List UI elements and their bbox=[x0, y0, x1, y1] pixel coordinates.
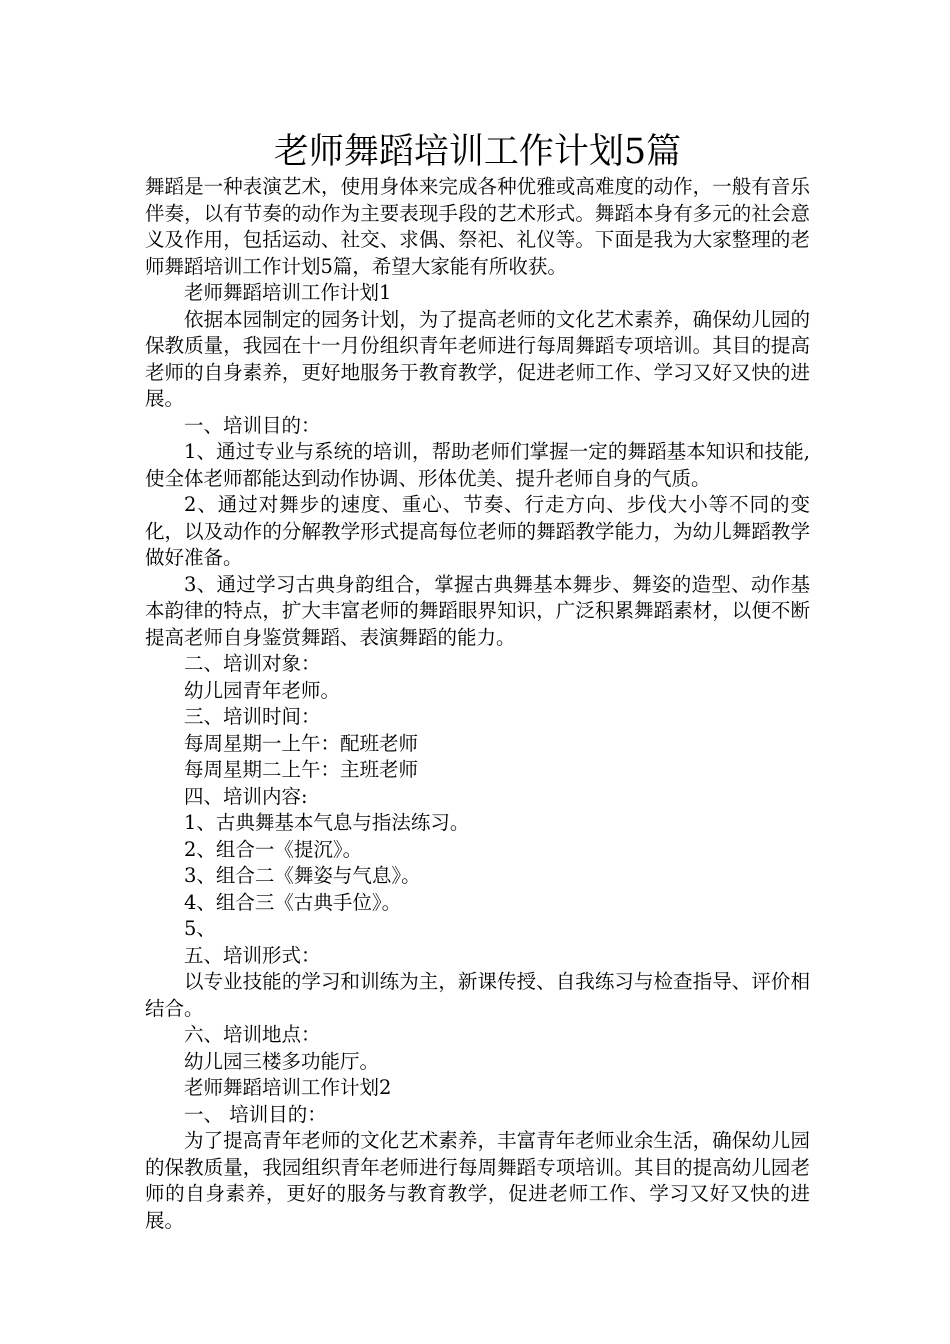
paragraph: 2、组合一《提沉》。 bbox=[184, 837, 363, 861]
paragraph: 为了提高青年老师的文化艺术素养，丰富青年老师业余生活，确保幼儿园的保教质量，我园组织青年老师进行每周舞蹈专项培训。其目的提高幼儿园老师的自身素养，更好的服务与教育教学，促进老师工作、学习又好又快的进展。 bbox=[145, 1129, 810, 1232]
paragraph: 幼儿园三楼多功能厅。 bbox=[184, 1049, 380, 1073]
paragraph: 2、通过对舞步的速度、重心、节奏、行走方向、步伐大小等不同的变化，以及动作的分解教学形式提高每位老师的舞蹈教学能力，为幼儿舞蹈教学做好准备。 bbox=[145, 493, 810, 569]
paragraph: 四、培训内容: bbox=[184, 784, 308, 808]
paragraph: 3、通过学习古典身韵组合，掌握古典舞基本舞步、舞姿的造型、动作基本韵律的特点，扩大丰富老师的舞蹈眼界知识，广泛积累舞蹈素材，以便不断提高老师自身鉴赏舞蹈、表演舞蹈的能力。 bbox=[145, 572, 810, 649]
paragraph: 一、 培训目的： bbox=[184, 1102, 327, 1126]
paragraph: 幼儿园青年老师。 bbox=[184, 678, 341, 702]
paragraph: 1、通过专业与系统的培训，帮助老师们掌握一定的舞蹈基本知识和技能,使全体老师都能达到动作协调、形体优美、提升老师自身的气质。 bbox=[145, 440, 810, 490]
paragraph: 以专业技能的学习和训练为主，新课传授、自我练习与检查指导、评价相结合。 bbox=[145, 970, 810, 1020]
document-body bbox=[145, 174, 810, 1234]
paragraph: 舞蹈是一种表演艺术，使用身体来完成各种优雅或高难度的动作，一般有音乐伴奏，以有节奏的动作为主要表现手段的艺术形式。舞蹈本身有多元的社会意义及作用，包括运动、社交、求偶、祭祀、礼仪等。下面是我为大家整理的老师舞蹈培训工作计划5篇，希望大家能有所收获。 bbox=[145, 175, 810, 278]
document-title: 老师舞蹈培训工作计划5篇 bbox=[273, 132, 682, 172]
paragraph: 二、培训对象： bbox=[184, 652, 321, 675]
paragraph: 老师舞蹈培训工作计划1 bbox=[184, 281, 392, 304]
paragraph: 五、培训形式： bbox=[184, 943, 321, 967]
paragraph: 一、培训目的： bbox=[184, 413, 321, 437]
paragraph: 4、组合三《古典手位》。 bbox=[184, 890, 402, 914]
paragraph: 每周星期一上午：配班老师 bbox=[184, 731, 419, 755]
paragraph: 5、 bbox=[184, 917, 216, 940]
paragraph: 老师舞蹈培训工作计划2 bbox=[184, 1076, 392, 1099]
paragraph: 1、古典舞基本气息与指法练习。 bbox=[184, 811, 470, 834]
paragraph: 六、培训地点： bbox=[184, 1023, 321, 1046]
paragraph: 依据本园制定的园务计划，为了提高老师的文化艺术素养，确保幼儿园的保教质量，我园在十一月份组织青年老师进行每周舞蹈专项培训。其目的提高老师的自身素养，更好地服务于教育教学，促进老师工作、学习又好又快的进展。 bbox=[145, 307, 810, 410]
document-page bbox=[145, 130, 810, 1234]
paragraph: 每周星期二上午：主班老师 bbox=[184, 758, 419, 781]
paragraph: 三、培训时间： bbox=[184, 705, 321, 728]
paragraph: 3、组合二《舞姿与气息》。 bbox=[184, 864, 421, 887]
